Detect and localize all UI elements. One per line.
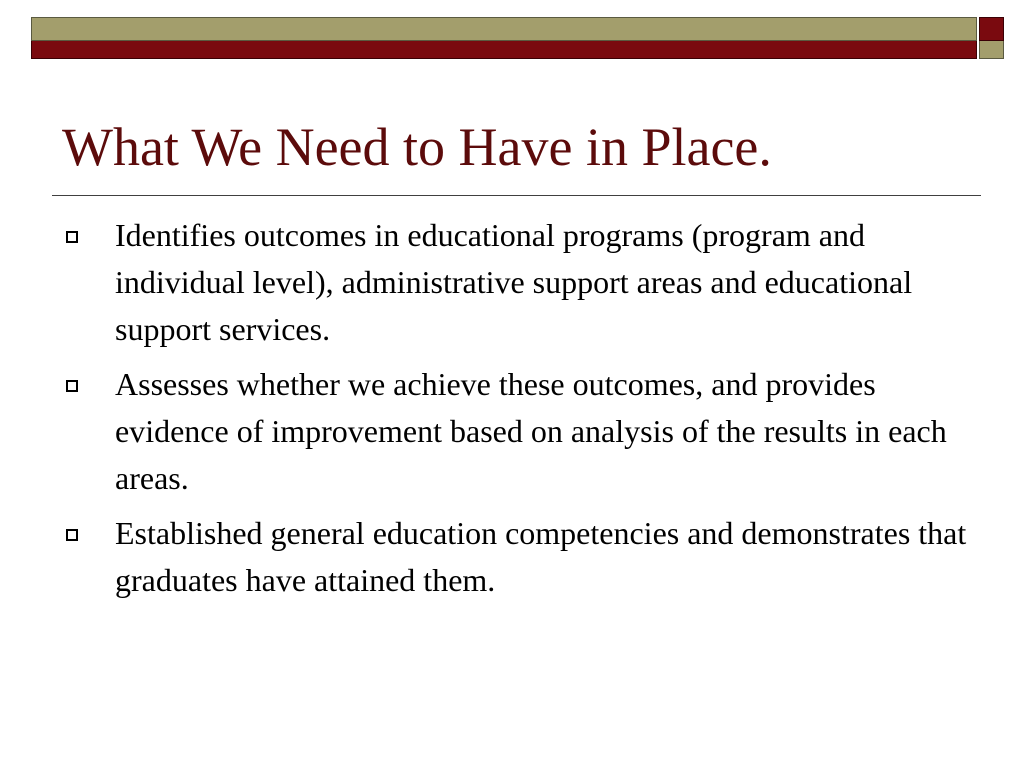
- bullet-item: [60, 510, 970, 604]
- bullet-item: [60, 361, 970, 502]
- hollow-square-icon: [66, 380, 78, 392]
- header-band-maroon: [31, 41, 977, 59]
- bullet-text: Assesses whether we achieve these outcomes, and provides evidence of improvement based on analysis of the results in each areas.: [115, 366, 947, 496]
- bullet-text: Established general education competencies and demonstrates that graduates have attained them.: [115, 515, 967, 598]
- bullet-list: [60, 212, 970, 612]
- hollow-square-icon: [66, 529, 78, 541]
- header-corner-olive: [979, 41, 1004, 59]
- title-divider: [52, 195, 981, 196]
- header-corner-maroon: [979, 17, 1004, 41]
- bullet-text: Identifies outcomes in educational programs (program and individual level), administrative support areas and educational support services.: [115, 217, 913, 347]
- header-band-olive: [31, 17, 977, 41]
- bullet-item: [60, 212, 970, 353]
- slide-title: What We Need to Have in Place.: [62, 117, 772, 177]
- hollow-square-icon: [66, 231, 78, 243]
